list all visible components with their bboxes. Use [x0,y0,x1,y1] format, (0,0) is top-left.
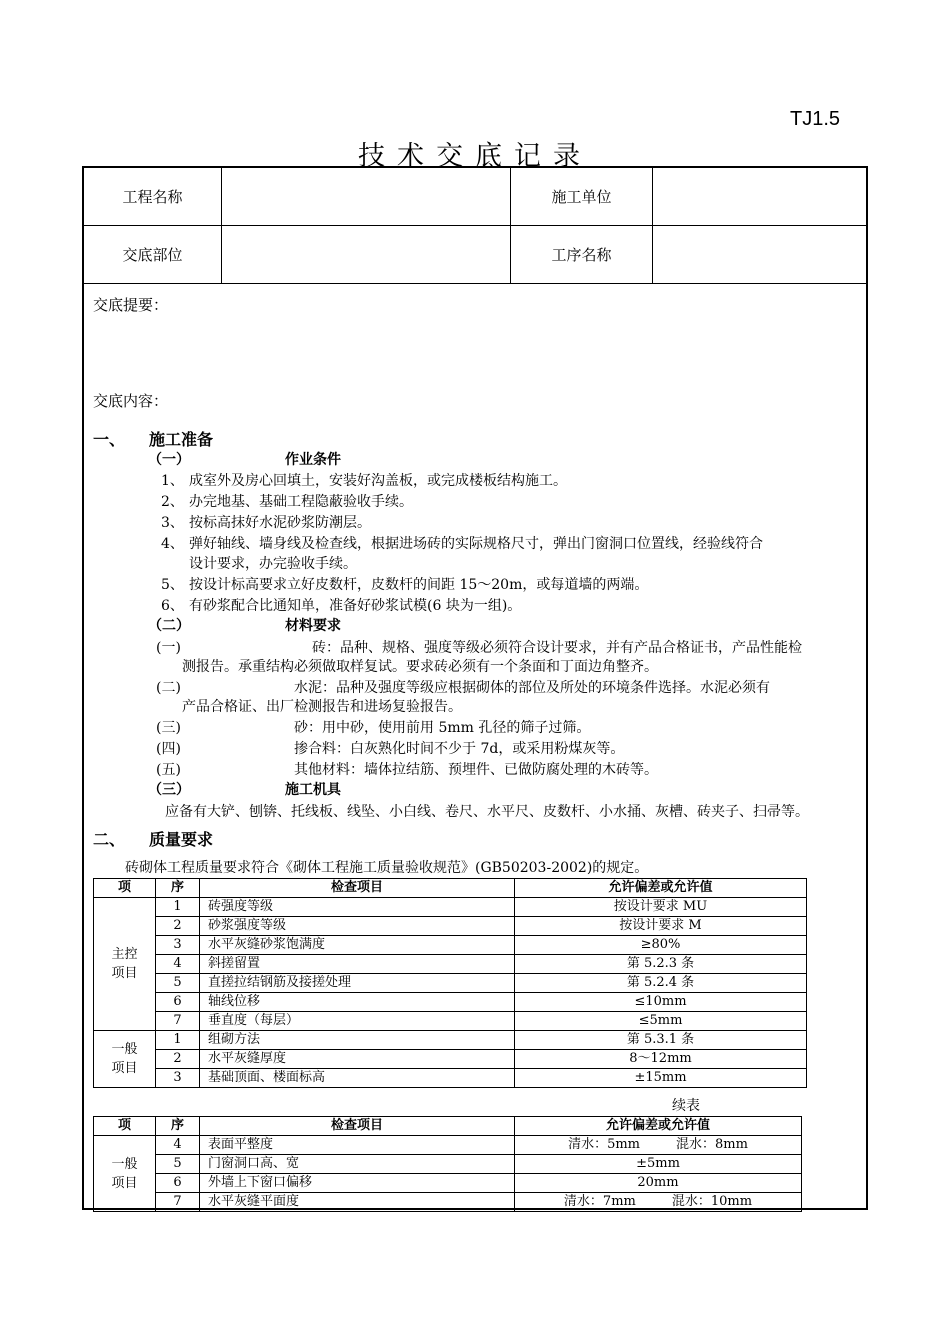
check-item: 水平灰缝厚度 [200,1050,515,1069]
row-number: 6 [156,1174,200,1193]
mixed-brick-value: 混水：8mm [676,1137,748,1152]
row-number: 4 [156,1136,200,1155]
clear-brick-value: 清水：7mm [563,1194,636,1209]
allowed-value: ≤5mm [515,1012,807,1031]
table-row [94,1050,807,1069]
clear-brick-value: 清水：5mm [568,1137,640,1152]
allowed-value: 按设计要求 M [515,917,807,936]
table-row [94,993,807,1012]
prep-item-text: 按标高抹好水泥砂浆防潮层。 [189,515,371,531]
material-num: (一) [156,640,181,656]
table-row [94,1012,807,1031]
table-row [94,898,807,917]
record-frame [82,166,868,1210]
check-item: 表面平整度 [200,1136,515,1155]
column-header: 序 [156,879,200,898]
material-num: (三) [156,720,181,736]
allowed-value: 第 5.2.3 条 [515,955,807,974]
check-item: 基础顶面、楼面标高 [200,1069,515,1088]
prep-item-num: 6、 [161,598,184,614]
row-number: 7 [156,1193,200,1212]
row-number: 6 [156,993,200,1012]
allowed-value: ±15mm [515,1069,807,1088]
quality-table-continued [93,1116,802,1212]
continued-label: 续表 [672,1098,700,1114]
allowed-value [515,1193,802,1212]
project-name-label: 工程名称 [122,188,183,206]
summary-label: 交底提要： [93,296,169,314]
main-control-group [94,898,156,1031]
material-text: 砖：品种、规格、强度等级必须符合设计要求，并有产品合格证书，产品性能检 [312,640,802,656]
material-continuation: 测报告。承重结构必须做取样复试。要求砖必须有一个条面和丁面边角整齐。 [182,659,658,675]
row-number: 7 [156,1012,200,1031]
material-num: (二) [156,680,181,696]
row-number: 3 [156,1069,200,1088]
column-header: 允许偏差或允许值 [515,879,807,898]
prep-item-num: 5、 [161,577,184,593]
prep-item-continuation: 设计要求，办完验收手续。 [189,556,357,572]
mixed-brick-value: 混水：10mm [671,1194,753,1209]
allowed-value: ≤10mm [515,993,807,1012]
allowed-value [515,1136,802,1155]
check-item: 门窗洞口高、宽 [200,1155,515,1174]
process-value[interactable] [653,226,868,283]
prep-item-text: 有砂浆配合比通知单，准备好砂浆试模(6 块为一组)。 [189,598,522,614]
main-control-group-label: 主控项目 [111,947,138,981]
allowed-value: ≥80% [515,936,807,955]
prep-item-num: 1、 [161,473,184,489]
material-text: 水泥：品种及强度等级应根据砌体的部位及所处的环境条件选择。水泥必须有 [294,680,770,696]
allowed-value: ±5mm [515,1155,802,1174]
row-number: 5 [156,974,200,993]
material-num: (五) [156,762,181,778]
column-header: 检查项目 [200,1117,515,1136]
quality-intro: 砖砌体工程质量要求符合《砌体工程施工质量验收规范》(GB50203-2002)的规定。 [125,860,649,876]
allowed-value: 第 5.3.1 条 [515,1031,807,1050]
table-row [94,1174,802,1193]
general-group-label: 一般项目 [111,1156,138,1191]
subsection-3-title: 施工机具 [285,782,341,798]
material-text: 其他材料：墙体拉结筋、预埋件、已做防腐处理的木砖等。 [294,762,658,778]
check-item: 外墙上下窗口偏移 [200,1174,515,1193]
material-text: 掺合料：白灰熟化时间不少于 7d，或采用粉煤灰等。 [294,741,625,757]
allowed-value: 第 5.2.4 条 [515,974,807,993]
section-1-title: 施工准备 [149,430,214,449]
check-item: 组砌方法 [200,1031,515,1050]
row-number: 5 [156,1155,200,1174]
subsection-3-number: （三） [148,782,190,798]
table-row [94,1069,807,1088]
table-row [94,974,807,993]
header-bottom-line [84,283,866,284]
process-label: 工序名称 [551,246,612,264]
subsection-2-number: （二） [148,618,190,634]
location-value[interactable] [222,226,510,283]
contractor-value[interactable] [653,168,868,225]
column-header: 检查项目 [200,879,515,898]
quality-table [93,878,807,1088]
material-text: 砂：用中砂，使用前用 5mm 孔径的筛子过筛。 [294,720,591,736]
check-item: 砖强度等级 [200,898,515,917]
check-item: 轴线位移 [200,993,515,1012]
table-row [94,1193,802,1212]
check-item: 斜搓留置 [200,955,515,974]
prep-item-num: 3、 [161,515,184,531]
section-2-number: 二、 [93,830,126,849]
general-group [94,1031,156,1088]
check-item: 垂直度（每层） [200,1012,515,1031]
document-title: 技术交底记录 [358,141,592,172]
table-row [94,917,807,936]
prep-item-num: 2、 [161,494,184,510]
row-number: 1 [156,898,200,917]
subsection-2-title: 材料要求 [285,618,341,634]
subsection-1-title: 作业条件 [285,452,341,468]
allowed-value: 8～12mm [515,1050,807,1069]
table-row [94,1031,807,1050]
check-item: 砂浆强度等级 [200,917,515,936]
table-row [94,936,807,955]
table-row [94,1136,802,1155]
general-group-label: 一般项目 [111,1042,138,1076]
content-label: 交底内容： [93,392,169,410]
table-header-row [94,879,807,898]
prep-item-num: 4、 [161,536,184,552]
check-item: 水平灰缝砂浆饱满度 [200,936,515,955]
column-header: 项 [94,879,156,898]
row-number: 2 [156,1050,200,1069]
prep-item-text: 办完地基、基础工程隐蔽验收手续。 [189,494,413,510]
prep-item-text: 弹好轴线、墙身线及检查线，根据进场砖的实际规格尺寸，弹出门窗洞口位置线，经验线符合 [189,536,763,552]
contractor-label: 施工单位 [551,188,612,206]
project-name-value[interactable] [222,168,510,225]
column-header: 项 [94,1117,156,1136]
prep-item-text: 按设计标高要求立好皮数杆，皮数杆的间距 15～20m，或每道墙的两端。 [189,577,649,593]
section-2-title: 质量要求 [149,830,214,849]
column-header: 序 [156,1117,200,1136]
section-1-number: 一、 [93,430,126,449]
prep-item-text: 成室外及房心回填土，安装好沟盖板，或完成楼板结构施工。 [189,473,567,489]
row-number: 2 [156,917,200,936]
document-code: TJ1.5 [790,108,841,130]
row-number: 1 [156,1031,200,1050]
material-continuation: 产品合格证、出厂检测报告和进场复验报告。 [182,699,462,715]
table-header-row [94,1117,802,1136]
location-label: 交底部位 [122,246,183,264]
row-number: 3 [156,936,200,955]
table-row [94,1155,802,1174]
check-item: 水平灰缝平面度 [200,1193,515,1212]
allowed-value: 按设计要求 MU [515,898,807,917]
check-item: 直搓拉结钢筋及接搓处理 [200,974,515,993]
general-group [94,1136,156,1212]
subsection-1-number: （一） [148,452,190,468]
material-num: (四) [156,741,181,757]
tools-text: 应备有大铲、刨锛、托线板、线坠、小白线、卷尺、水平尺、皮数杆、小水捅、灰槽、砖夹子、扫帚等。 [165,804,809,820]
table-row [94,955,807,974]
row-number: 4 [156,955,200,974]
allowed-value: 20mm [515,1174,802,1193]
column-header: 允许偏差或允许值 [515,1117,802,1136]
